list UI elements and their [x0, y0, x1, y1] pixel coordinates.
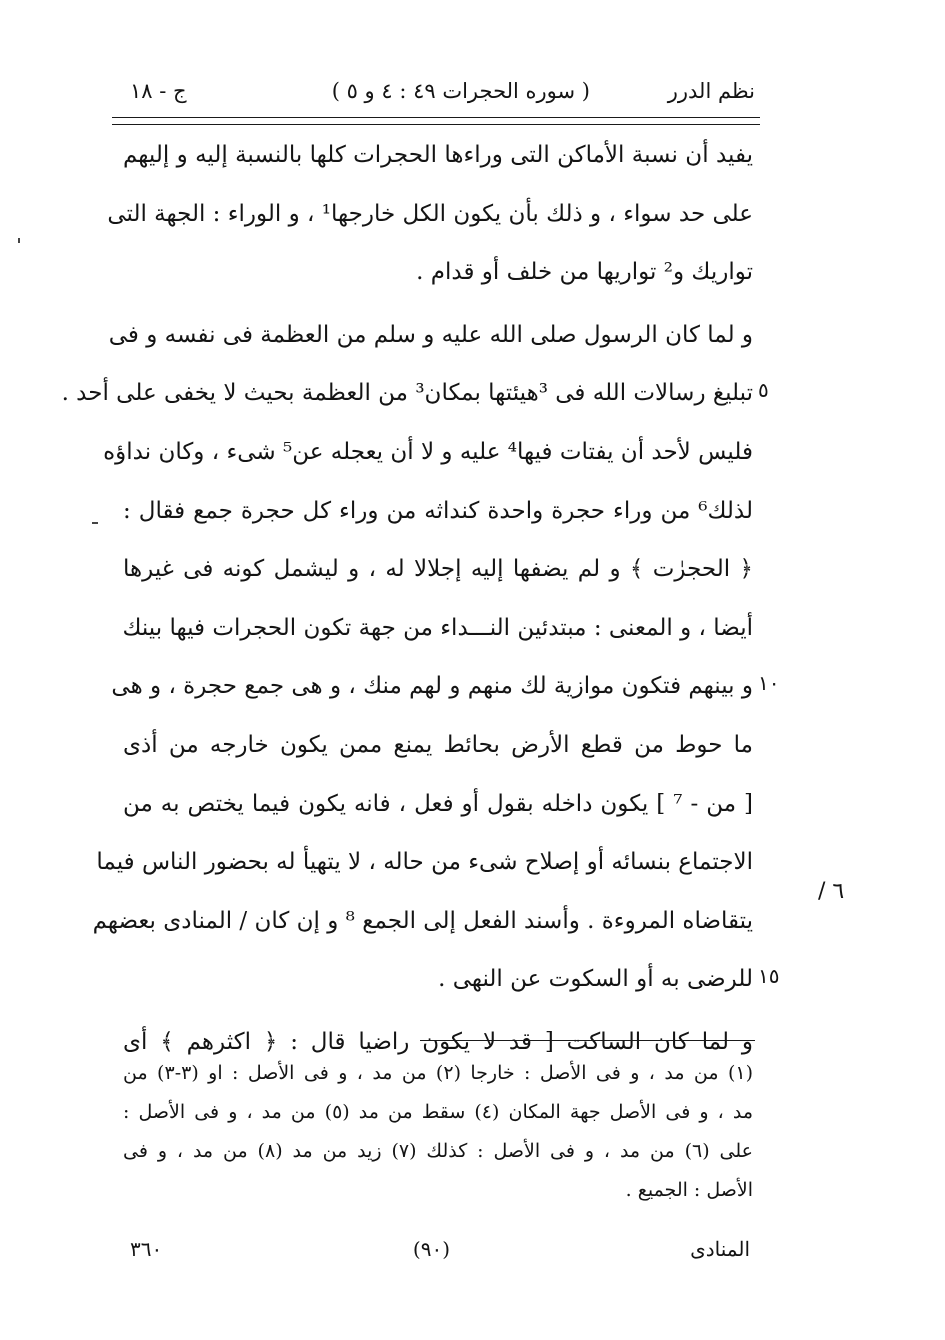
volume-number: ج - ١٨: [130, 79, 187, 103]
header-rule-bottom: [112, 124, 760, 125]
footnote-line: مد ، و فى الأصل جهة المكان (٤) سقط من مد (٥) من مد ، و فى الأصل :: [123, 1101, 753, 1123]
text-line: يفيد أن نسبة الأماكن التى وراءها الحجرات كلها بالنسبة إليه و إليهم: [123, 142, 753, 168]
footer-word: المنادى: [690, 1237, 750, 1261]
running-header: [130, 74, 755, 108]
margin-page-note: ٦ /: [818, 879, 845, 904]
scan-speck: [92, 522, 98, 524]
footnotes: [123, 1054, 753, 1210]
main-text: [61, 126, 753, 1072]
footer-part-number: (٩٠): [412, 1237, 450, 1261]
text-line: و لما كان الرسول صلى الله عليه و سلم من العظمة فى نفسه و فى: [108, 321, 753, 348]
text-line: للرضى به أو السكوت عن النهى .: [438, 966, 753, 993]
line-number: ١٠: [758, 671, 780, 696]
footnote-line: على (٦) من مد ، و فى الأصل : كذلك (٧) زيد من مد (٨) من مد ، و فى: [123, 1140, 753, 1162]
text-line: و لما كان الساكت [ قد لا يكون راضيا قال : ﴿ اكثرهم ﴾ أى: [123, 1028, 753, 1055]
scan-speck: [18, 238, 20, 243]
page-footer: [130, 1232, 750, 1266]
text-line: على حد سواء ، و ذلك بأن يكون الكل خارجها¹ ، و الوراء : الجهة التى: [107, 200, 753, 227]
text-line: تبليغ رسالات الله فى ³هيئتها بمكان³ من العظمة بحيث لا يخفى على أحد .: [61, 380, 753, 407]
header-rule-top: [112, 117, 760, 118]
text-line: و بينهم فتكون موازية لك منهم و لهم منك ، و هى جمع حجرة ، و هى: [111, 673, 753, 700]
footnote-line: (١) من مد ، و فى الأصل : خارجا (٢) من مد ، و فى الأصل : او (٣-٣) من: [123, 1062, 753, 1084]
line-number: ١٥: [758, 964, 780, 989]
footer-page-number: ٣٦٠: [130, 1237, 163, 1261]
line-number: ٥: [758, 378, 769, 403]
text-line: أيضا ، و المعنى : مبتدئين النـــداء من جهة تكون الحجرات فيها بينك: [122, 614, 753, 641]
text-line: ﴿ الحجرٰت ﴾ و لم يضفها إليه إجلالا له ، و ليشمل كونه فى غيرها: [123, 556, 753, 583]
text-line: تواريك و² تواريها من خلف أو قدام .: [416, 259, 753, 286]
footnote-line: الأصل : الجميع .: [625, 1179, 753, 1201]
text-line: الاجتماع بنسائه أو إصلاح شىء من حاله ، لا يتهيأ له بحضور الناس فيما: [96, 849, 753, 876]
footnote-rule: [420, 1040, 755, 1041]
surah-reference: ( سوره الحجرات ٤٩ : ٤ و ٥ ): [331, 79, 590, 103]
book-title: نظم الدرر: [667, 79, 755, 103]
text-line: لذلك⁶ من وراء حجرة واحدة كنداثه من وراء كل حجرة جمع فقال :: [123, 497, 753, 524]
text-line: يتقاضاه المروءة . وأسند الفعل إلى الجمع ⁸ و إن كان / المنادى بعضهم: [92, 907, 753, 934]
text-line: ما حوط من قطع الأرض بحائط يمنع ممن يكون خارجه من أذى: [123, 731, 753, 758]
text-line: [ من - ⁷ ] يكون داخله بقول أو فعل ، فانه يكون فيما يختص به من: [123, 790, 753, 817]
text-line: فليس لأحد أن يفتات فيها⁴ عليه و لا أن يعجله عن⁵ شىء ، وكان نداؤه: [103, 438, 753, 465]
